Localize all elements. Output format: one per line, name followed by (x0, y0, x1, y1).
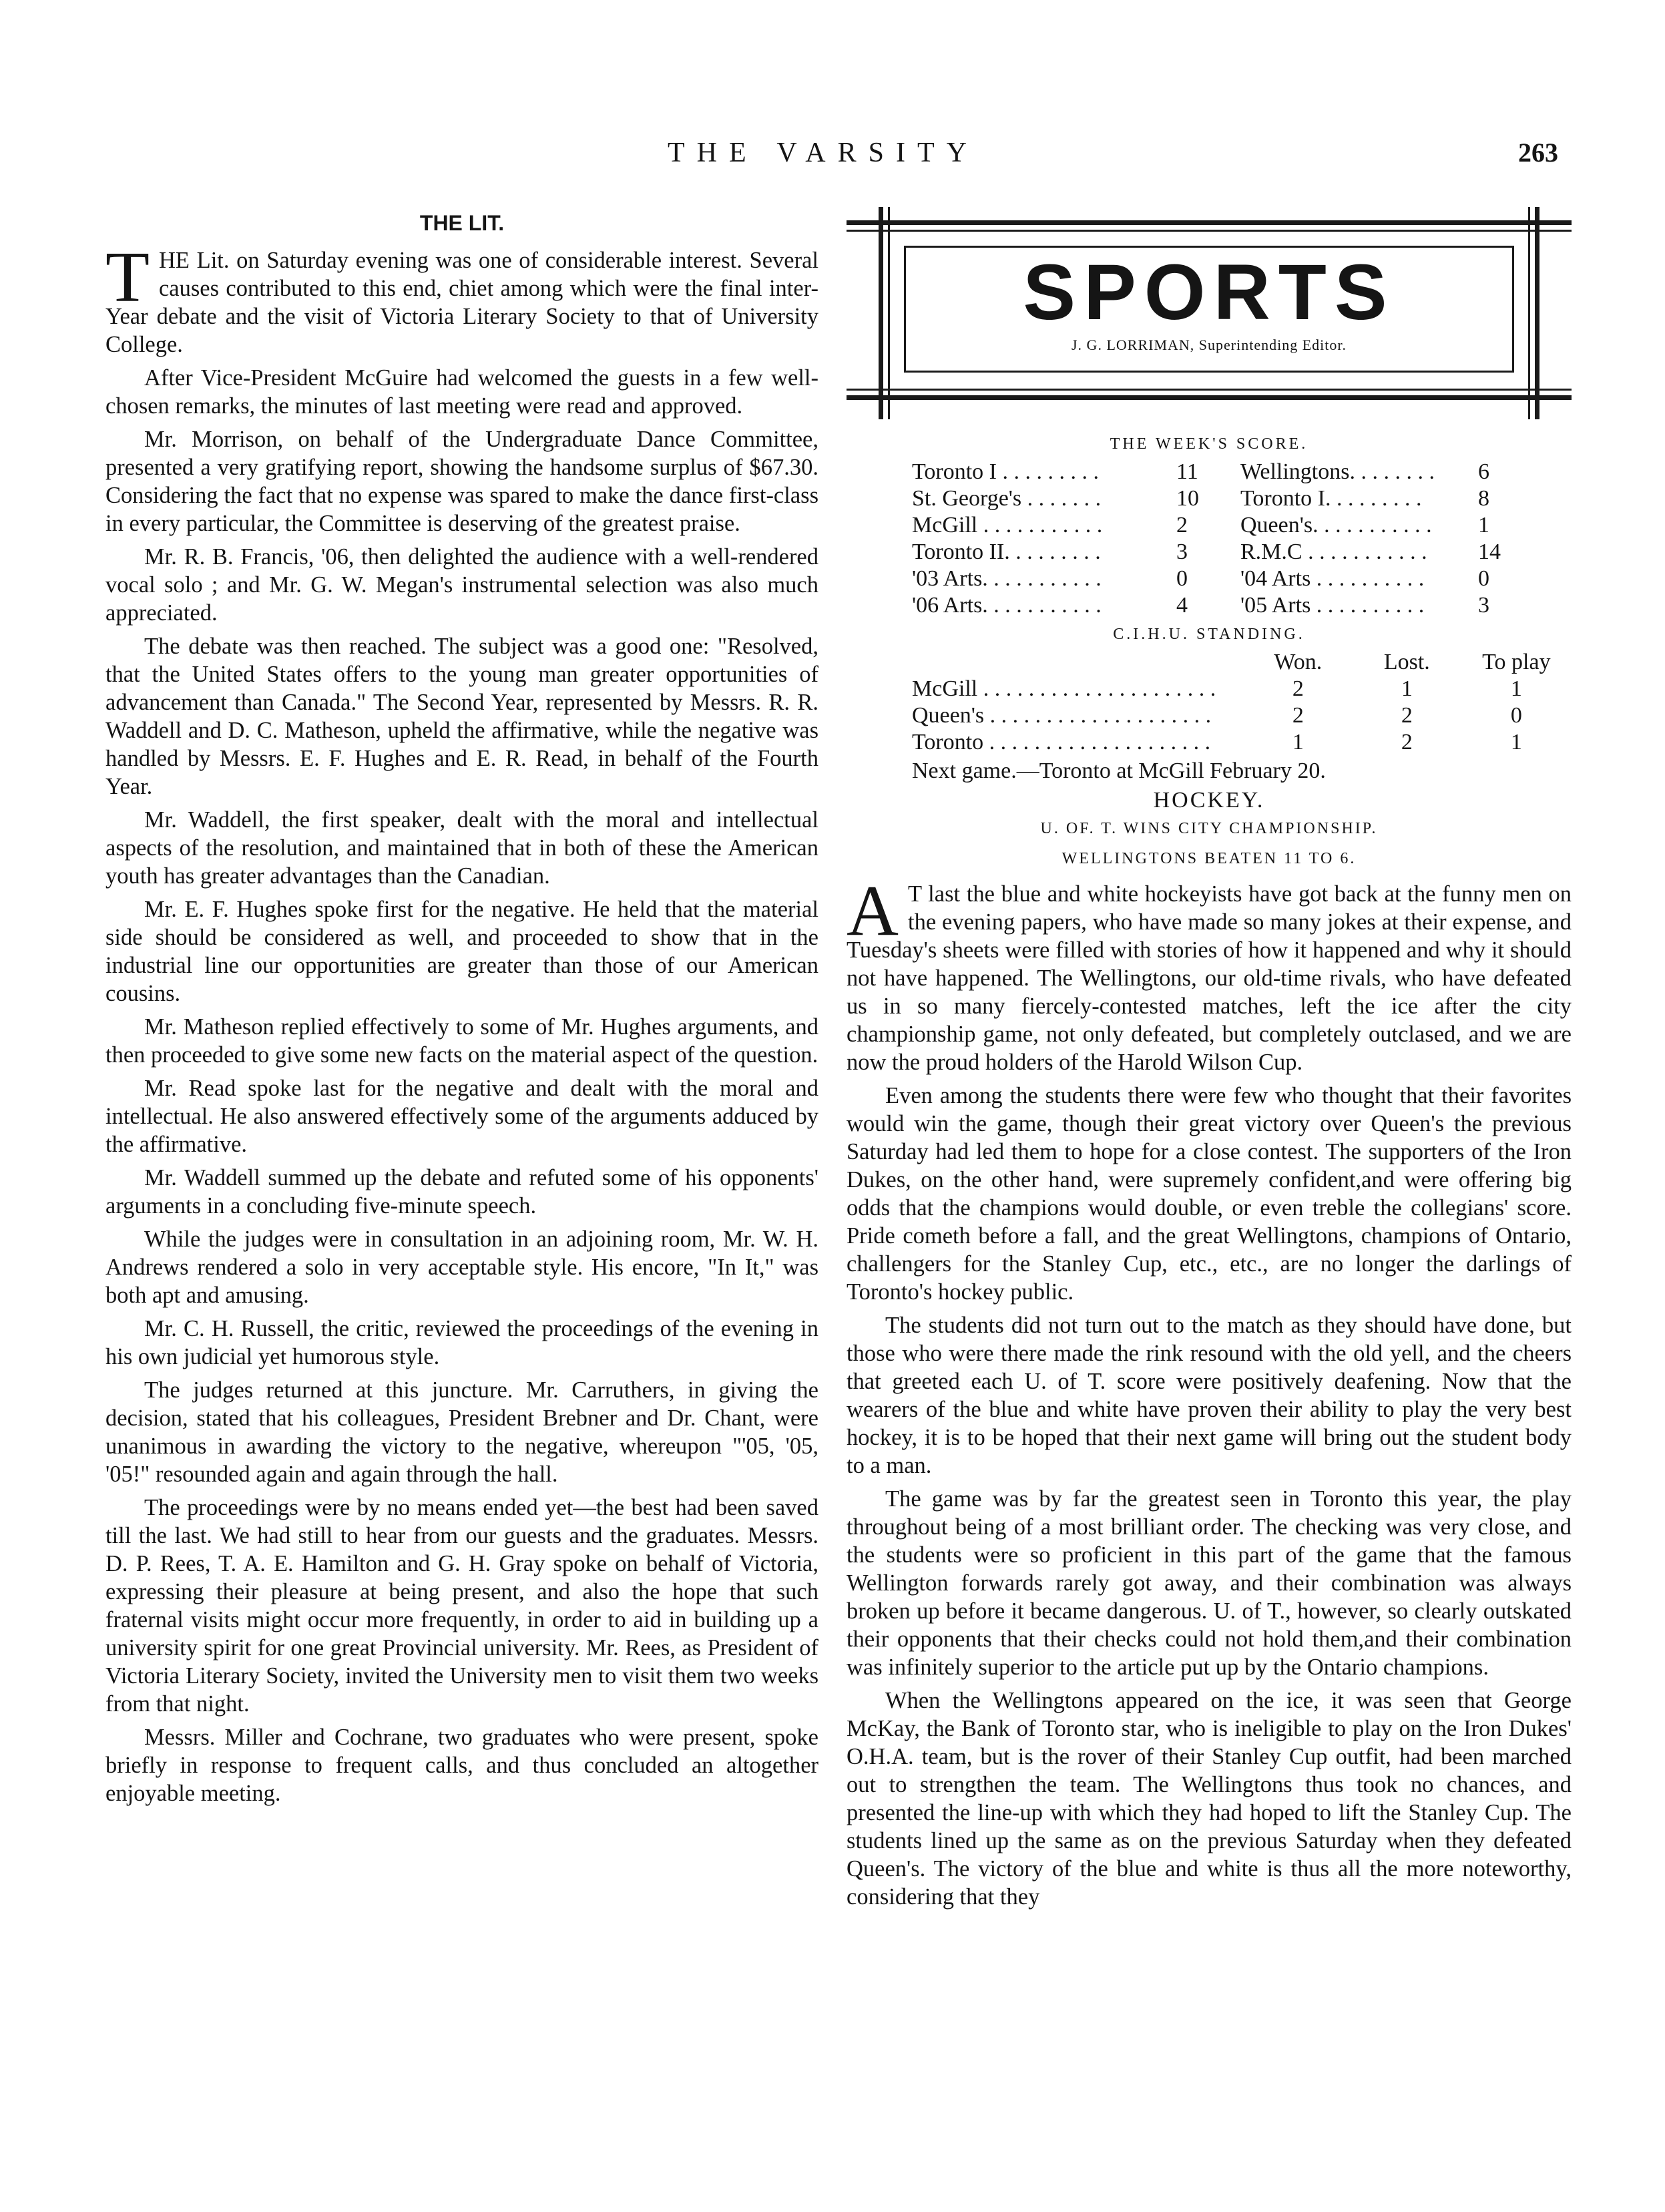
lit-paragraph: Mr. Matheson replied effectively to some of Mr. Hughes arguments, and then proceeded to give some new facts on the material aspect of the question. (105, 1014, 818, 1068)
score-value: 14 (1478, 539, 1501, 564)
hockey-heading: HOCKEY. (1153, 788, 1265, 813)
lit-paragraph: Messrs. Miller and Cochrane, two graduates who were present, spoke briefly in response to frequent calls, and thus concluded an altogether enjoyable meeting. (105, 1725, 818, 1806)
standing-lost: 2 (1401, 730, 1413, 754)
score-team: R.M.C . . . . . . . . . . . (1240, 539, 1427, 564)
standing-to-play: 1 (1510, 676, 1522, 701)
lit-paragraph: THE Lit. on Saturday evening was one of considerable interest. Several causes contributed to this end, chiet among which were the final inter-Year debate and the visit of Victoria Literary Society to that of University College. (105, 238, 818, 357)
standing-team: Queen's . . . . . . . . . . . . . . . . . . . . (912, 703, 1212, 728)
standing-won: 2 (1292, 676, 1304, 701)
publication-title: THE VARSITY (668, 138, 979, 168)
score-value: 10 (1176, 486, 1199, 511)
standing-lost: 1 (1401, 676, 1413, 701)
week-score-heading: THE WEEK'S SCORE. (1110, 435, 1309, 453)
next-game-note: Next game.—Toronto at McGill February 20. (912, 758, 1326, 783)
score-value: 11 (1176, 459, 1198, 484)
table-row (912, 676, 1572, 702)
lit-heading: THE LIT. (419, 211, 505, 235)
right-column (847, 207, 1572, 1916)
score-team: '06 Arts. . . . . . . . . . . (912, 593, 1102, 618)
lit-paragraph: The proceedings were by no means ended yet—the best had been saved till the last. We had still to hear from our guests and the graduates. Messrs. D. P. Rees, T. A. E. Hamilton and G. H. Gray spoke on behalf of Victoria, expressing their pleasure at being present, and also the hope that such fraternal visits might occur more frequently, in order to aid in building up a university spirit for one great Provincial university. Mr. Rees, as President of Victoria Literary Society, invited the University men to visit them two weeks from that night. (105, 1495, 818, 1717)
sports-editor: J. G. LORRIMAN, Superintending Editor. (1072, 337, 1347, 353)
table-row (912, 539, 1518, 566)
table-row (912, 566, 1518, 592)
table-header-row (912, 649, 1572, 676)
banner-rule (904, 371, 1514, 373)
banner-rule (847, 395, 1572, 400)
table-row (912, 592, 1518, 619)
table-row (912, 702, 1572, 729)
table-row (912, 512, 1518, 539)
lit-paragraph: Mr. Waddell summed up the debate and refuted some of his opponents' arguments in a concluding five-minute speech. (105, 1165, 818, 1219)
page-number: 263 (1518, 138, 1558, 168)
column-header: Lost. (1383, 650, 1430, 674)
sports-title: SPORTS (1023, 248, 1395, 337)
banner-rule (847, 220, 1572, 225)
hockey-paragraph: The game was by far the greatest seen in Toronto this year, the play throughout being of a most brilliant order. The checking was very close, and the students were so proficient in this part of the game that the famous Wellington forwards rarely got away, and their combination was always broken up before it became dangerous. U. of T., however, so clearly outskated their opponents that their checks could not hold them,and their combination was infinitely superior to the article put up by the Ontario champions. (847, 1486, 1572, 1680)
standing-to-play: 1 (1510, 730, 1522, 754)
score-value: 8 (1478, 486, 1489, 511)
lit-paragraph: Mr. Morrison, on behalf of the Undergraduate Dance Committee, presented a very gratifying report, showing the handsome surplus of $67.30. Considering the fact that no expense was spared to make the dance first-class in every particular, the Committee is deserving of the greatest praise. (105, 427, 818, 536)
sports-banner (847, 207, 1572, 419)
drop-cap: A (847, 871, 899, 951)
standing-won: 1 (1292, 730, 1304, 754)
standing-to-play: 0 (1510, 703, 1522, 728)
table-row (912, 729, 1572, 756)
lit-paragraph: Mr. R. B. Francis, '06, then delighted the audience with a well-rendered vocal solo ; and Mr. G. W. Megan's instrumental selection was also much appreciated. (105, 544, 818, 626)
score-team: Toronto I . . . . . . . . . (912, 459, 1099, 484)
score-team: Toronto II. . . . . . . . . (912, 539, 1101, 564)
drop-cap: T (105, 238, 150, 317)
standing-heading: C.I.H.U. STANDING. (1113, 626, 1305, 643)
score-value: 1 (1478, 513, 1489, 537)
score-value: 3 (1176, 539, 1188, 564)
hockey-paragraph: Even among the students there were few who thought that their favorites would win the game, though their great victory over Queen's the previous Saturday had led them to hope for a close contest. The supporters of the Iron Dukes, on the other hand, were supremely confident,and were offering big odds that the champions would double, or even treble the collegians' score. Pride cometh before a fall, and the great Wellingtons, champions of Ontario, challengers for the Stanley Cup, etc., etc., are no longer the darlings of Toronto's hockey public. (847, 1083, 1572, 1305)
score-team: St. George's . . . . . . . (912, 486, 1102, 511)
score-team: Queen's. . . . . . . . . . . (1240, 513, 1432, 537)
hockey-paragraph: When the Wellingtons appeared on the ice, it was seen that George McKay, the Bank of Toronto star, who is ineligible to play on the Iron Dukes' O.H.A. team, but is the rover of their Stanley Cup outfit, had been marched out to strengthen the team. The Wellingtons thus took no chances, and presented the line-up with which they had hoped to lift the Stanley Cup. The students lined up the same as on the previous Saturday when they defeated Queen's. The victory of the blue and white is thus all the more noteworthy, considering that they (847, 1688, 1572, 1910)
left-column (105, 207, 818, 1813)
week-score-table (912, 459, 1518, 619)
lit-paragraph: Mr. Waddell, the first speaker, dealt with the moral and intellectual aspects of the resolution, and maintained that in both of these the American youth has greater advantages than the Canadian. (105, 807, 818, 889)
lit-paragraph: Mr. E. F. Hughes spoke first for the negative. He held that the material side should be considered as well, and proceeded to show that in the industrial line our opportunities are greater than those of our American cousins. (105, 897, 818, 1006)
score-team: '03 Arts. . . . . . . . . . . (912, 566, 1102, 591)
banner-rule (847, 389, 1572, 391)
score-value: 3 (1478, 593, 1489, 618)
hockey-paragraph: The students did not turn out to the match as they should have done, but those who were there made the rink resound with the old yell, and the cheers that greeted each U. of T. score were positively deafening. Now that the wearers of the blue and white have proven their ability to play the very best hockey, it is to be hoped that their next game will bring out the student body to a man. (847, 1313, 1572, 1478)
standing-won: 2 (1292, 703, 1304, 728)
running-head (0, 137, 1665, 184)
lit-paragraph: After Vice-President McGuire had welcomed the guests in a few well-chosen remarks, the minutes of last meeting were read and approved. (105, 365, 818, 419)
standing-lost: 2 (1401, 703, 1413, 728)
lit-paragraph: The judges returned at this juncture. Mr. Carruthers, in giving the decision, stated that his colleagues, President Brebner and Dr. Chant, were unanimous in awarding the victory to the negative, whereupon "'05, '05, '05!" resounded again and again through the hall. (105, 1377, 818, 1487)
table-row (912, 459, 1518, 485)
lit-paragraph: Mr. Read spoke last for the negative and dealt with the moral and intellectual. He also answered effectively some of the arguments adduced by the affirmative. (105, 1076, 818, 1157)
score-team: Wellingtons. . . . . . . . (1240, 459, 1435, 484)
score-team: '05 Arts . . . . . . . . . . (1240, 593, 1425, 618)
standing-table (912, 649, 1572, 756)
lit-paragraph: While the judges were in consultation in an adjoining room, Mr. W. H. Andrews rendered a solo in very acceptable style. His encore, "In It," was both apt and amusing. (105, 1227, 818, 1308)
banner-rule (847, 230, 1572, 232)
score-value: 4 (1176, 593, 1188, 618)
hockey-subhead: WELLINGTONS BEATEN 11 TO 6. (1061, 850, 1357, 867)
standing-team: McGill . . . . . . . . . . . . . . . . . . . . . (912, 676, 1216, 701)
table-row (912, 485, 1518, 512)
score-value: 0 (1478, 566, 1489, 591)
score-value: 6 (1478, 459, 1489, 484)
hockey-subhead: U. OF. T. WINS CITY CHAMPIONSHIP. (1040, 820, 1378, 837)
score-value: 2 (1176, 513, 1188, 537)
score-value: 0 (1176, 566, 1188, 591)
lit-paragraph: The debate was then reached. The subject was a good one: "Resolved, that the United States offers to the young man greater opportunities of advancement than Canada." The Second Year, represented by Messrs. R. R. Waddell and D. C. Matheson, upheld the affirmative, while the negative was handled by Messrs. E. F. Hughes and E. R. Read, in behalf of the Fourth Year. (105, 634, 818, 799)
column-header: To play (1482, 650, 1551, 674)
score-team: Toronto I. . . . . . . . . (1240, 486, 1422, 511)
standing-team: Toronto . . . . . . . . . . . . . . . . . . . . (912, 730, 1211, 754)
score-team: McGill . . . . . . . . . . . (912, 513, 1103, 537)
score-team: '04 Arts . . . . . . . . . . (1240, 566, 1425, 591)
column-header: Won. (1274, 650, 1323, 674)
hockey-paragraph: A T last the blue and white hockeyists have got back at the funny men on the evening papers, who have made so many jokes at their expense, and Tuesday's sheets were filled with stories of how it happened and why it should not have happened. The Wellingtons, our old-time rivals, who have defeated us in so many fiercely-contested matches, left the ice after the city championship game, not only defeated, but completely outclased, and we are now the proud holders of the Harold Wilson Cup. (847, 871, 1572, 1075)
lit-paragraph: Mr. C. H. Russell, the critic, reviewed the proceedings of the evening in his own judicial yet humorous style. (105, 1316, 818, 1369)
